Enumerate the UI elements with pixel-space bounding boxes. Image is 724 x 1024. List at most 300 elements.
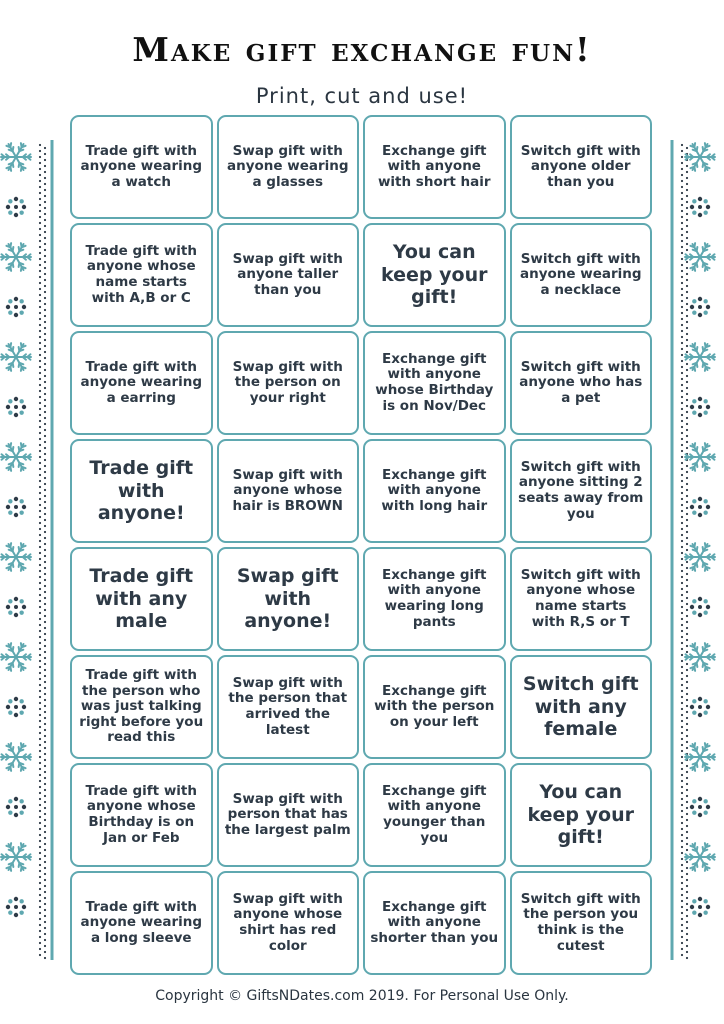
rail-dot [44,267,46,269]
rail-dot [39,606,41,608]
rail-dot [681,306,683,308]
rail-dot [686,537,688,539]
rail-dot [681,660,683,662]
rail-dot [44,519,46,521]
rail-dot [686,411,688,413]
rail-dot [686,621,688,623]
rail-dot [39,504,41,506]
rail-dot [686,873,688,875]
rail-dot [39,546,41,548]
rail-dot [44,651,46,653]
rail-dot [39,732,41,734]
rail-dot [44,219,46,221]
rail-dot [39,930,41,932]
rail-dot [44,495,46,497]
rail-dot [686,795,688,797]
rail-dot [39,894,41,896]
rail-dot [39,498,41,500]
rail-dot [686,675,688,677]
card [510,655,653,759]
rail-dot [686,189,688,191]
rail-dot [44,861,46,863]
rail-dot [44,591,46,593]
rail-dot [686,909,688,911]
rail-dot [39,924,41,926]
rail-dot [44,771,46,773]
card [363,763,506,867]
rail-dot [686,477,688,479]
rail-dot [681,744,683,746]
rail-dot [686,465,688,467]
rail-dot [681,756,683,758]
rail-dot [686,495,688,497]
flower-dot-icon [690,597,710,617]
rail-dot [681,510,683,512]
rail-dot [686,747,688,749]
rail-dot [39,672,41,674]
rail-dot [681,936,683,938]
snowflake-icon [1,843,31,871]
card [363,547,506,651]
rail-dot [39,918,41,920]
rail-dot [681,786,683,788]
rail-dot [44,849,46,851]
rail-dot [681,162,683,164]
rail-dot [39,594,41,596]
rail-dot [681,168,683,170]
rail-dot [686,921,688,923]
rail-dot [44,933,46,935]
rail-dot [686,669,688,671]
rail-dot [44,663,46,665]
rail-dot [681,588,683,590]
rail-dot [681,390,683,392]
rail-dot [39,654,41,656]
rail-dot [44,567,46,569]
card [217,763,360,867]
page-subtitle: Print, cut and use! [255,84,469,108]
rail-dot [39,774,41,776]
rail-dot [39,720,41,722]
rail-dot [681,858,683,860]
rail-dot [39,378,41,380]
rail-dot [681,714,683,716]
rail-dot [44,627,46,629]
right-decoration [664,135,724,965]
rail-dot [39,768,41,770]
rail-dot [686,267,688,269]
rail-dot [44,165,46,167]
rail-dot [44,525,46,527]
rail-dot [44,783,46,785]
snowflake-icon [685,443,715,471]
rail-dot [44,315,46,317]
rail-dot [39,900,41,902]
rail-dot [681,264,683,266]
rail-dot [39,174,41,176]
rail-dot [39,840,41,842]
rail-dot [39,600,41,602]
rail-dot [44,831,46,833]
rail-dot [681,864,683,866]
rail-dot [686,183,688,185]
rail-dot [39,522,41,524]
rail-dot [686,225,688,227]
rail-dot [39,354,41,356]
rail-dot [681,906,683,908]
rail-dot [686,861,688,863]
rail-dot [39,612,41,614]
rail-dot [681,690,683,692]
snowflake-icon [1,643,31,671]
card [363,439,506,543]
rail-dot [686,207,688,209]
rail-dot [39,150,41,152]
rail-dot [681,618,683,620]
rail-dot [686,813,688,815]
rail-dot [39,228,41,230]
rail-dot [39,288,41,290]
rail-dot [44,255,46,257]
rail-dot [686,297,688,299]
rail-dot [681,522,683,524]
flower-dot-icon [690,297,710,317]
rail-dot [681,228,683,230]
rail-dot [44,579,46,581]
flower-dot-icon [690,397,710,417]
flower-dot-icon [690,897,710,917]
rail-dot [39,144,41,146]
rail-dot [681,726,683,728]
rail-dot [681,252,683,254]
snowflake-icon [1,343,31,371]
flower-dot-icon [6,297,26,317]
rail-dot [681,594,683,596]
rail-dot [44,603,46,605]
rail-dot [681,918,683,920]
rail-dot [39,852,41,854]
rail-dot [686,351,688,353]
rail-dot [681,798,683,800]
rail-dot [686,885,688,887]
rail-dot [39,882,41,884]
rail-dot [686,417,688,419]
flower-dot-icon [6,797,26,817]
card-text: Exchange gift with anyone younger than you [382,782,487,846]
rail-dot [39,252,41,254]
rail-dot [44,345,46,347]
card-text: Switch gift with any female [522,672,639,741]
rail-dot [686,837,688,839]
rail-dot [39,462,41,464]
rail-dot [681,876,683,878]
rail-dot [681,894,683,896]
card [70,223,213,327]
rail-dot [686,687,688,689]
rail-dot [44,321,46,323]
flower-dot-icon [6,597,26,617]
rail-dot [44,153,46,155]
snowflake-icon [685,343,715,371]
rail-dot [686,315,688,317]
card [510,871,653,975]
rail-dot [44,597,46,599]
rail-dot [681,456,683,458]
rail-dot [681,372,683,374]
snowflake-icon [1,543,31,571]
rail-dot [39,888,41,890]
rail-dot [39,240,41,242]
rail-dot [681,828,683,830]
rail-dot [39,834,41,836]
rail-dot [681,768,683,770]
flower-dot-icon [6,897,26,917]
rail-dot [681,648,683,650]
rail-dot [44,279,46,281]
flower-dot-icon [6,497,26,517]
rail-dot [44,531,46,533]
rail-dot [44,549,46,551]
rail-dot [686,597,688,599]
rail-dot [681,444,683,446]
rail-dot [39,954,41,956]
flower-dot-icon [690,197,710,217]
rail-dot [44,729,46,731]
rail-dot [39,390,41,392]
rail-dot [44,843,46,845]
rail-dot [681,654,683,656]
card [510,223,653,327]
rail-dot [686,483,688,485]
rail-dot [686,729,688,731]
rail-dot [681,312,683,314]
rail-dot [44,333,46,335]
rail-dot [686,369,688,371]
rail-dot [686,519,688,521]
rail-dot [44,765,46,767]
rail-dot [686,507,688,509]
rail-dot [681,924,683,926]
snowflake-icon [685,143,715,171]
rail-dot [686,789,688,791]
rail-dot [44,351,46,353]
rail-dot [44,207,46,209]
rail-dot [39,846,41,848]
rail-dot [44,633,46,635]
rail-dot [39,192,41,194]
rail-dot [44,555,46,557]
rail-dot [686,285,688,287]
flower-dot-icon [690,797,710,817]
card-text: Switch gift with anyone whose name starts with R,S or T [520,566,641,630]
rail-dot [44,717,46,719]
rail-dot [681,276,683,278]
rail-dot [39,420,41,422]
card [510,547,653,651]
rail-dot [686,399,688,401]
rail-dot [681,174,683,176]
rail-dot [44,795,46,797]
rail-dot [681,222,683,224]
rail-dot [39,948,41,950]
rail-dot [681,570,683,572]
rail-dot [681,234,683,236]
rail-dot [681,396,683,398]
rail-dot [44,429,46,431]
rail-dot [44,675,46,677]
rail-dot [686,429,688,431]
rail-dot [686,249,688,251]
rail-dot [44,609,46,611]
card-text: Switch gift with anyone wearing a necklace [519,250,642,298]
rail-dot [44,309,46,311]
right-decoration-art [664,135,724,965]
rail-dot [39,480,41,482]
rail-dot [44,465,46,467]
rail-dot [44,777,46,779]
rail-dot [39,330,41,332]
rail-dot [44,759,46,761]
rail-dot [44,387,46,389]
rail-dot [39,792,41,794]
rail-dot [686,591,688,593]
rail-dot [681,480,683,482]
rail-dot [39,468,41,470]
rail-dot [686,381,688,383]
flower-dot-icon [6,397,26,417]
rail-dot [39,246,41,248]
rail-dot [44,363,46,365]
card-text: Trade gift with the person who was just talking right before you read this [79,667,204,746]
rail-dot [681,954,683,956]
rail-dot [39,648,41,650]
rail-dot [681,738,683,740]
rail-dot [681,822,683,824]
rail-dot [44,189,46,191]
rail-dot [44,711,46,713]
rail-dot [39,576,41,578]
rail-dot [681,624,683,626]
rail-dot [39,156,41,158]
rail-dot [686,603,688,605]
rail-dot [686,927,688,929]
card [510,763,653,867]
rail-dot [681,342,683,344]
rail-dot [44,369,46,371]
card [363,223,506,327]
rail-dot [44,705,46,707]
rail-dot [686,735,688,737]
rail-dot [39,342,41,344]
rail-dot [39,624,41,626]
rail-dot [44,435,46,437]
rail-dot [681,666,683,668]
page-title: Make gift exchange fun! [132,30,592,69]
rail-dot [686,705,688,707]
rail-dot [44,855,46,857]
rail-dot [44,447,46,449]
rail-dot [39,618,41,620]
card-grid [70,115,652,975]
card-text: Exchange gift with the person on your left [374,682,495,730]
card [70,655,213,759]
rail-dot [44,243,46,245]
rail-dot [686,261,688,263]
rail-dot [686,573,688,575]
rail-dot [39,210,41,212]
rail-dot [39,234,41,236]
rail-dot [44,867,46,869]
rail-dot [44,885,46,887]
rail-dot [39,744,41,746]
rail-dot [44,753,46,755]
rail-dot [44,291,46,293]
rail-dot [686,363,688,365]
rail-dot [39,642,41,644]
rail-dot [686,435,688,437]
snowflake-icon [685,543,715,571]
rail-dot [39,564,41,566]
rail-dot [44,585,46,587]
rail-dot [686,339,688,341]
rail-dot [39,258,41,260]
rail-dot [681,882,683,884]
rail-dot [681,336,683,338]
rail-dot [39,300,41,302]
rail-dot [44,231,46,233]
rail-dot [39,582,41,584]
rail-dot [681,408,683,410]
rail-dot [681,678,683,680]
rail-dot [39,444,41,446]
rail-dot [44,453,46,455]
rail-dot [39,294,41,296]
rail-dot [39,186,41,188]
rail-dot [686,567,688,569]
rail-dot [681,672,683,674]
card [363,871,506,975]
rail-dot [681,144,683,146]
rail-dot [44,237,46,239]
rail-dot [39,426,41,428]
rail-dot [681,270,683,272]
rail-dot [681,192,683,194]
rail-dot [39,324,41,326]
rail-dot [39,636,41,638]
rail-dot [44,543,46,545]
rail-dot [39,282,41,284]
rail-dot [681,360,683,362]
rail-dot [686,633,688,635]
rail-dot [39,570,41,572]
rail-dot [686,201,688,203]
rail-dot [44,339,46,341]
rail-dot [681,720,683,722]
rail-dot [681,498,683,500]
rail-dot [681,294,683,296]
rail-dot [686,195,688,197]
rail-dot [686,825,688,827]
card-text: Swap gift with person that has the largest palm [224,790,351,838]
rail-dot [39,816,41,818]
rail-dot [681,846,683,848]
rail-dot [44,261,46,263]
rail-dot [681,612,683,614]
rail-dot [39,552,41,554]
card-text: You can keep your gift! [381,240,488,309]
rail-dot [44,873,46,875]
rail-dot [39,804,41,806]
